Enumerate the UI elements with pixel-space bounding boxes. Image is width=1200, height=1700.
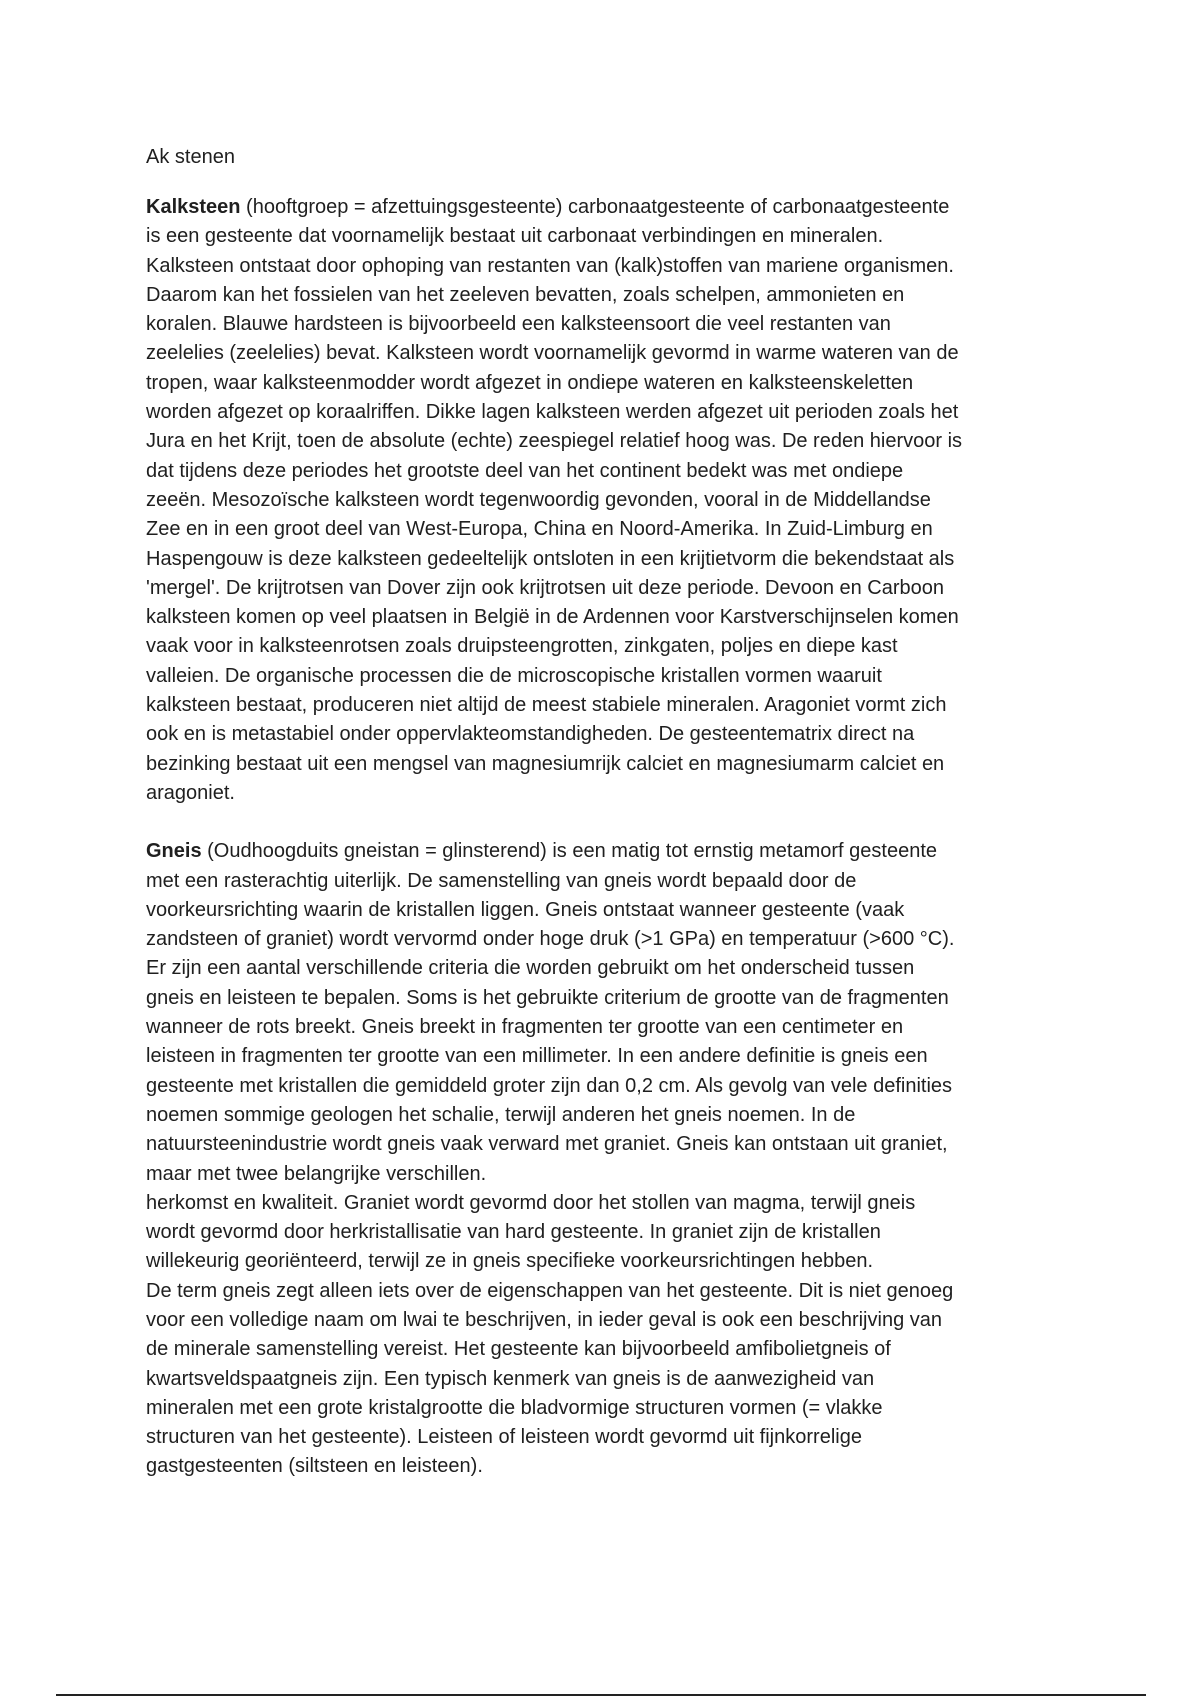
text-line: 'mergel'. De krijtrotsen van Dover zijn ook krijtrotsen uit deze periode. Devoon en Carboon	[146, 576, 945, 599]
section-kalksteen	[146, 193, 1061, 808]
text-line: voorkeursrichting waarin de kristallen liggen. Gneis ontstaat wanneer gesteente (vaak	[146, 898, 905, 921]
text-line: maar met twee belangrijke verschillen.	[146, 1162, 487, 1185]
text-line: ook en is metastabiel onder oppervlakteomstandigheden. De gesteentematrix direct na	[146, 723, 915, 746]
text-line: met een rasterachtig uiterlijk. De samenstelling van gneis wordt bepaald door de	[146, 869, 857, 892]
text-line: wanneer de rots breekt. Gneis breekt in fragmenten ter grootte van een centimeter en	[146, 1016, 904, 1039]
text-line: kalksteen komen op veel plaatsen in België in de Ardennen voor Karstverschijnselen komen	[146, 606, 959, 629]
text-line: gneis en leisteen te bepalen. Soms is het gebruikte criterium de grootte van de fragmenten	[146, 986, 949, 1009]
section-term: Gneis	[146, 840, 202, 863]
document-title: Ak stenen	[146, 146, 235, 168]
text-line: zeeën. Mesozoïsche kalksteen wordt tegenwoordig gevonden, vooral in de Middellandse	[146, 488, 931, 511]
text-line: Jura en het Krijt, toen de absolute (echte) zeespiegel relatief hoog was. De reden hiervoor is	[146, 430, 963, 453]
text-line: Er zijn een aantal verschillende criteria die worden gebruikt om het onderscheid tussen	[146, 957, 915, 980]
page-bottom-rule	[56, 1694, 1146, 1696]
text-line: leisteen in fragmenten ter grootte van een millimeter. In een andere definitie is gneis een	[146, 1045, 928, 1068]
text-line	[146, 193, 1061, 222]
section-gneis	[146, 837, 1061, 1482]
text-line: de minerale samenstelling vereist. Het gesteente kan bijvoorbeeld amfibolietgneis of	[146, 1338, 891, 1361]
text-line: dat tijdens deze periodes het grootste deel van het continent bedekt was met ondiepe	[146, 459, 904, 482]
text-line: voor een volledige naam om lwai te beschrijven, in ieder geval is ook een beschrijving van	[146, 1308, 942, 1331]
text-line: wordt gevormd door herkristallisatie van hard gesteente. In graniet zijn de kristallen	[146, 1221, 881, 1244]
text-line: gesteente met kristallen die gemiddeld groter zijn dan 0,2 cm. Als gevolg van vele definities	[146, 1074, 953, 1097]
text-line: Kalksteen ontstaat door ophoping van restanten van (kalk)stoffen van mariene organismen.	[146, 254, 954, 277]
text-line: gastgesteenten (siltsteen en leisteen).	[146, 1455, 483, 1478]
text-line: tropen, waar kalksteenmodder wordt afgezet in ondiepe wateren en kalksteenskeletten	[146, 371, 914, 394]
text-line: noemen sommige geologen het schalie, terwijl anderen het gneis noemen. In de	[146, 1103, 856, 1126]
text-line-content: (Oudhoogduits gneistan = glinsterend) is een matig tot ernstig metamorf gesteente	[201, 840, 937, 863]
text-line: vaak voor in kalksteenrotsen zoals druipsteengrotten, zinkgaten, poljes en diepe kast	[146, 635, 898, 658]
text-line: mineralen met een grote kristalgrootte die bladvormige structuren vormen (= vlakke	[146, 1396, 883, 1419]
text-line-content: (hooftgroep = afzettuingsgesteente) carbonaatgesteente of carbonaatgesteente	[240, 196, 950, 218]
text-line: Daarom kan het fossielen van het zeeleven bevatten, zoals schelpen, ammonieten en	[146, 283, 905, 306]
text-line: is een gesteente dat voornamelijk bestaat uit carbonaat verbindingen en mineralen.	[146, 225, 884, 248]
text-line: kalksteen bestaat, produceren niet altijd de meest stabiele mineralen. Aragoniet vormt zich	[146, 694, 947, 717]
text-line: De term gneis zegt alleen iets over de eigenschappen van het gesteente. Dit is niet genoeg	[146, 1279, 954, 1302]
section-term: Kalksteen	[146, 196, 241, 218]
text-line: Zee en in een groot deel van West-Europa, China en Noord-Amerika. In Zuid-Limburg en	[146, 518, 933, 541]
text-line: willekeurig georiënteerd, terwijl ze in gneis specifieke voorkeursrichtingen hebben.	[146, 1250, 874, 1273]
text-line: zeelelies (zeelelies) bevat. Kalksteen wordt voornamelijk gevormd in warme wateren van de	[146, 342, 959, 365]
document-page	[146, 142, 1061, 1511]
text-line: kwartsveldspaatgneis zijn. Een typisch kenmerk van gneis is de aanwezigheid van	[146, 1367, 875, 1390]
text-line: worden afgezet op koraalriffen. Dikke lagen kalksteen werden afgezet uit perioden zoals het	[146, 401, 959, 424]
text-line	[146, 837, 1061, 866]
text-line: valleien. De organische processen die de microscopische kristallen vormen waaruit	[146, 664, 882, 687]
text-line: aragoniet.	[146, 781, 235, 804]
text-line: natuursteenindustrie wordt gneis vaak verward met graniet. Gneis kan ontstaan uit graniet,	[146, 1133, 948, 1156]
text-line: zandsteen of graniet) wordt vervormd onder hoge druk (>1 GPa) en temperatuur (>600 °C).	[146, 928, 955, 951]
text-line: koralen. Blauwe hardsteen is bijvoorbeeld een kalksteensoort die veel restanten van	[146, 313, 891, 336]
text-line: herkomst en kwaliteit. Graniet wordt gevormd door het stollen van magma, terwijl gneis	[146, 1191, 916, 1214]
text-line: bezinking bestaat uit een mengsel van magnesiumrijk calciet en magnesiumarm calciet en	[146, 752, 945, 775]
text-line: structuren van het gesteente). Leisteen of leisteen wordt gevormd uit fijnkorrelige	[146, 1426, 862, 1449]
text-line: Haspengouw is deze kalksteen gedeeltelijk ontsloten in een krijtietvorm die bekendstaat als	[146, 547, 955, 570]
